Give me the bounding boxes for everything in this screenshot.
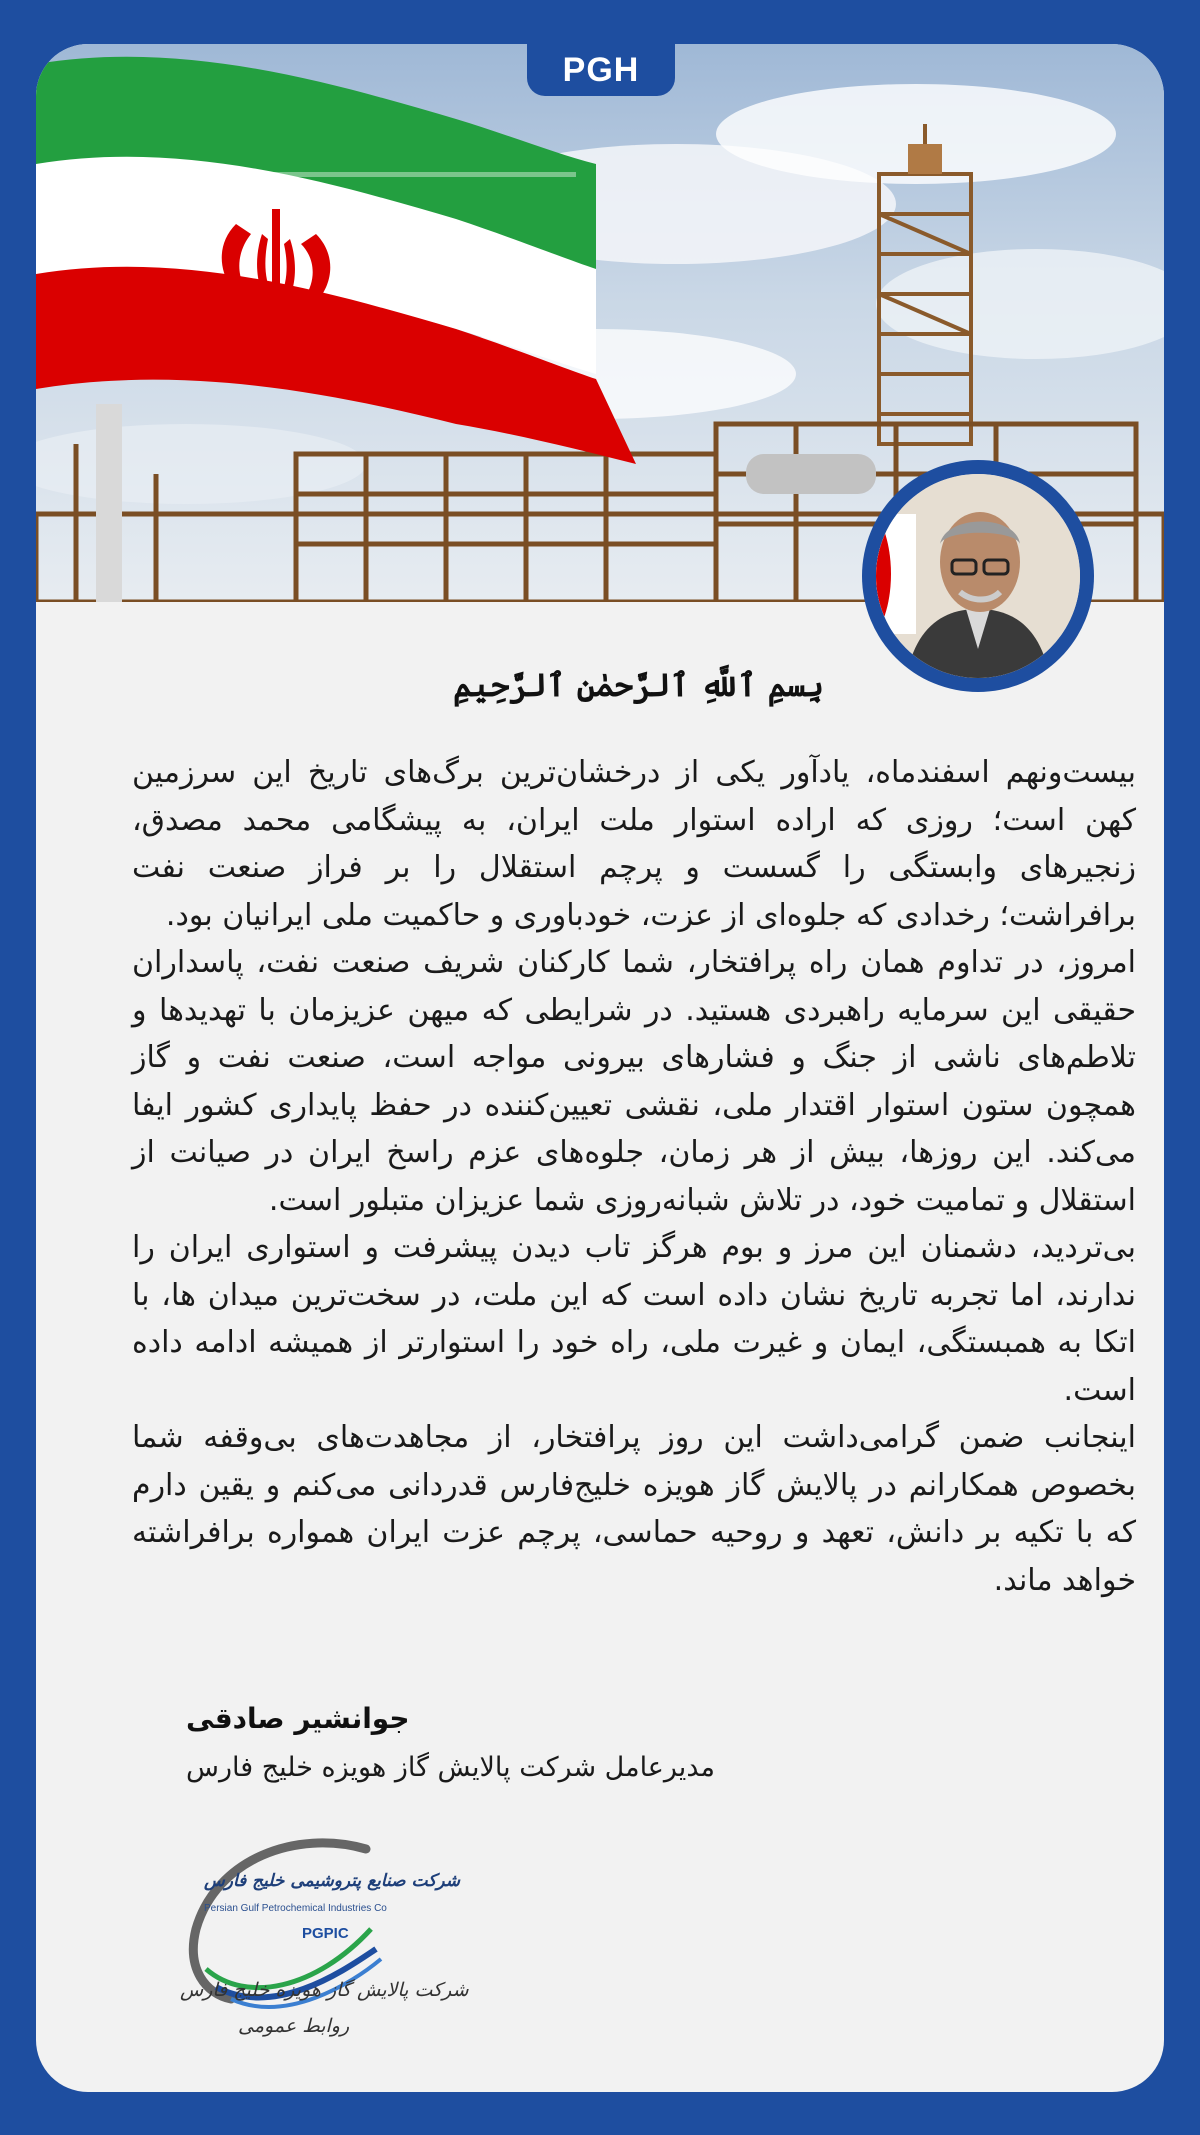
- logo-department-fa: روابط عمومی: [238, 2015, 350, 2037]
- pgpic-logo: [176, 1819, 469, 2079]
- signatory-name: جوانشیر صادقی: [186, 1702, 410, 1735]
- logo-company-en: Persian Gulf Petrochemical Industries Co: [204, 1903, 387, 1914]
- brand-tab: PGH: [527, 44, 675, 96]
- letter-body: [132, 749, 1136, 1604]
- logo-company-fa: شرکت صنایع پتروشیمی خلیج فارس: [204, 1871, 460, 1891]
- logo-subsidiary-fa: شرکت پالایش گاز هویزه خلیج فارس: [180, 1979, 469, 2001]
- avatar-frame: [862, 460, 1094, 692]
- portrait-image: [876, 474, 1080, 678]
- signatory-title: مدیرعامل شرکت پالایش گاز هویزه خلیج فارس: [186, 1752, 715, 1783]
- announcement-card: [36, 44, 1164, 2092]
- paragraph: بی‌تردید، دشمنان این مرز و بوم هرگز تاب دیدن پیشرفت و استواری ایران را ندارند، اما تجربه تاریخ نشان داده است که این ملت، در سخت‌ترین میدان ها، با اتکا به همبستگی، ایمان و غیرت ملی، راه خود را استوارتر از همیشه ادامه داده است.: [132, 1230, 1136, 1408]
- paragraph: اینجانب ضمن گرامی‌داشت این روز پرافتخار، از مجاهدت‌های بی‌وقفه شما بخصوص همکارانم در پالایش گاز هویزه خلیج‌فارس قدردانی می‌کنم و یقین دارم که با تکیه بر دانش، تعهد و روحیه حماسی، پرچم عزت ایران همواره برافراشته خواهد ماند.: [132, 1420, 1136, 1598]
- basmala-heading: بِسمِ ٱللَّهِ ٱلرَّحمٰنِ ٱلرَّحِيمِ: [453, 666, 824, 704]
- iran-flag: [36, 57, 636, 464]
- logo-emblem: [176, 1819, 416, 2079]
- paragraph: بیست‌ونهم اسفندماه، یادآور یکی از درخشان‌ترین برگ‌های تاریخ این سرزمین کهن است؛ روزی که اراده استوار ملت ایران، به پیشگامی محمد مصدق، زنجیرهای وابستگی را گسست و پرچم استقلال را بر فراز صنعت نفت برافراشت؛ رخدادی که جلوه‌ای از عزت، خودباوری و حاکمیت ملی ایرانیان بود.: [132, 755, 1136, 933]
- logo-acronym: PGPIC: [302, 1925, 349, 1942]
- avatar: [876, 474, 1080, 678]
- paragraph: امروز، در تداوم همان راه پرافتخار، شما کارکنان شریف صنعت نفت، پاسداران حقیقی این سرمایه راهبردی هستید. در شرایطی که میهن عزیزمان با تهدیدها و تلاطم‌های ناشی از جنگ و فشارهای بیرونی مواجه است، صنعت نفت و گاز همچون ستون استوار اقتدار ملی، نقشی تعیین‌کننده در حفظ پایداری کشور ایفا می‌کند. این روزها، بیش از هر زمان، جلوه‌های عزم راسخ ایران در صیانت از استقلال و تمامیت خود، در تلاش شبانه‌روزی شما عزیزان متبلور است.: [132, 945, 1136, 1218]
